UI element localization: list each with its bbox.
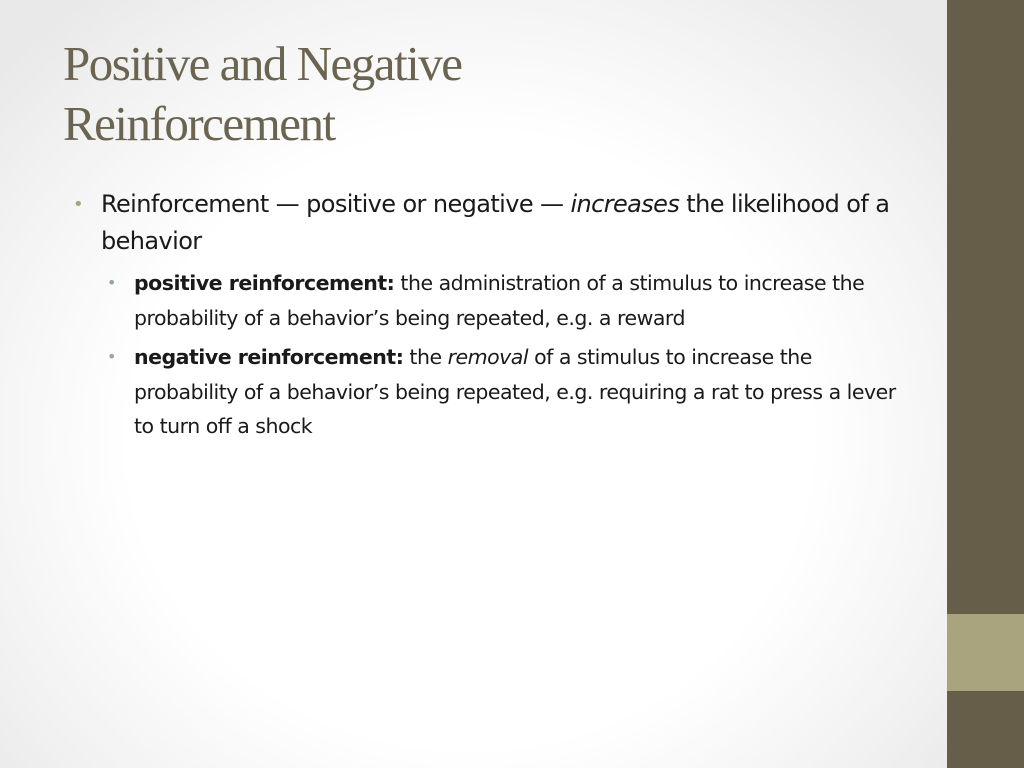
bullet-icon: • [73, 194, 84, 215]
main-bullet [70, 186, 900, 260]
slide-body [70, 186, 900, 449]
decorative-sidebar [947, 0, 1024, 768]
sidebar-light-block [947, 614, 1024, 691]
bullet-icon: • [107, 273, 116, 292]
sub-bullet-positive [103, 266, 900, 335]
main-bullet-text-before: Reinforcement — positive or negative — [101, 190, 571, 218]
title-line-2: Reinforcement [63, 96, 335, 151]
title-line-1: Positive and Negative [63, 36, 462, 91]
definition-positive: the administration of a stimulus to increase the probability of a behavior’s being repeated, e.g. a reward [134, 271, 865, 330]
definition-negative-emphasis: removal [447, 345, 529, 369]
bullet-icon: • [107, 347, 116, 366]
term-positive-reinforcement: positive reinforcement: [134, 271, 395, 295]
definition-negative-after: of a stimulus to increase the probability of a behavior’s being repeated, e.g. requiring a rat to press a lever to turn off a shock [134, 345, 896, 438]
definition-negative-before: the [403, 345, 448, 369]
term-negative-reinforcement: negative reinforcement: [134, 345, 404, 369]
sub-bullet-negative [103, 340, 900, 444]
sidebar-dark-block-bottom [947, 691, 1024, 768]
sidebar-dark-block-top [947, 0, 1024, 614]
main-bullet-emphasis: increases [570, 190, 680, 218]
slide-title [63, 34, 923, 154]
main-bullet-text-after: the likelihood of a behavior [101, 190, 890, 255]
